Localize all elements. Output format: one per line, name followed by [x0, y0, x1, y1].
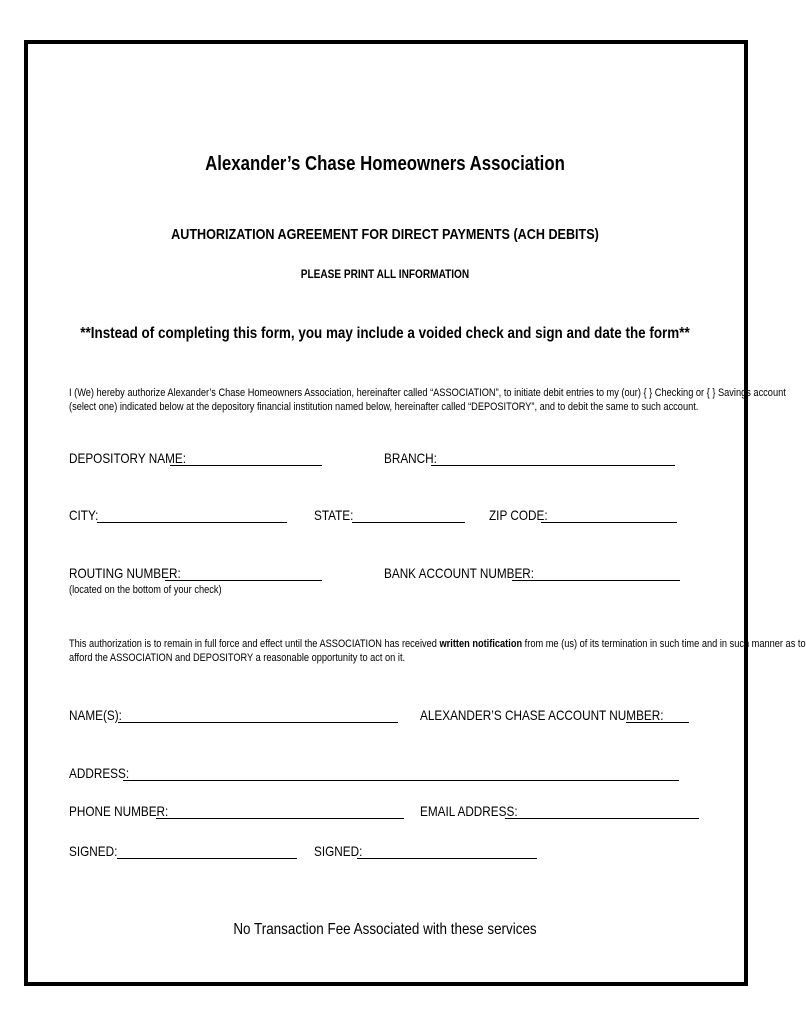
address-field[interactable] — [123, 780, 679, 781]
signed-label-1: SIGNED: — [69, 843, 118, 859]
state-field[interactable] — [352, 522, 465, 523]
form-border — [24, 40, 806, 986]
zip-code-field[interactable] — [541, 522, 677, 523]
print-instruction: PLEASE PRINT ALL INFORMATION — [300, 267, 470, 281]
termination-paragraph — [69, 637, 806, 665]
names-label: NAME(S): — [69, 707, 122, 723]
zip-code-label: ZIP CODE: — [489, 507, 548, 523]
email-address-field[interactable] — [505, 818, 699, 819]
chase-account-number-label: ALEXANDER’S CHASE ACCOUNT NUMBER: — [420, 707, 664, 723]
form-title: AUTHORIZATION AGREEMENT FOR DIRECT PAYMENTS (ACH DEBITS) — [171, 226, 599, 243]
footer-note-wrap — [0, 920, 770, 940]
branch-label: BRANCH: — [384, 450, 437, 466]
routing-number-label: ROUTING NUMBER: — [69, 565, 181, 581]
authorization-paragraph — [69, 386, 786, 414]
association-name: Alexander’s Chase Homeowners Association — [205, 153, 565, 175]
association-name-wrap — [0, 152, 770, 176]
city-label: CITY: — [69, 507, 99, 523]
names-field[interactable] — [118, 722, 398, 723]
phone-number-label: PHONE NUMBER: — [69, 803, 169, 819]
authorization-line-1: I (We) hereby authorize Alexander’s Chase Homeowners Association, hereinafter called “ASSOCIATION”, to initiate debit entries to my (our) { } Checking or { } Savings account — [69, 387, 786, 399]
voided-check-note-wrap — [0, 324, 770, 344]
chase-account-number-field[interactable] — [626, 722, 689, 723]
signed-label-2: SIGNED: — [314, 843, 363, 859]
depository-name-field[interactable] — [170, 465, 322, 466]
phone-number-field[interactable] — [156, 818, 404, 819]
bank-account-number-field[interactable] — [512, 580, 680, 581]
email-address-label: EMAIL ADDRESS: — [420, 803, 518, 819]
signature-field-1[interactable] — [117, 858, 297, 859]
termination-line-2: afford the ASSOCIATION and DEPOSITORY a reasonable opportunity to act on it. — [69, 652, 406, 664]
city-field[interactable] — [97, 522, 287, 523]
written-notification-emphasis: written notification — [439, 638, 523, 650]
print-instruction-wrap — [0, 267, 770, 282]
footer-note: No Transaction Fee Associated with these services — [233, 921, 537, 938]
voided-check-note: **Instead of completing this form, you may include a voided check and sign and date the form** — [80, 325, 690, 342]
bank-account-number-label: BANK ACCOUNT NUMBER: — [384, 565, 535, 581]
depository-name-label: DEPOSITORY NAME: — [69, 450, 186, 466]
branch-field[interactable] — [431, 465, 675, 466]
termination-line-1: This authorization is to remain in full force and effect until the ASSOCIATION has received written notification from me (us) of its termination in such time and in such manner as to — [69, 638, 806, 650]
address-label: ADDRESS: — [69, 765, 130, 781]
authorization-line-2: (select one) indicated below at the depository financial institution named below, hereinafter called “DEPOSITORY”, and to debit the same to such account. — [69, 401, 699, 413]
routing-number-field[interactable] — [165, 580, 322, 581]
form-title-wrap — [0, 226, 770, 244]
signature-field-2[interactable] — [357, 858, 537, 859]
routing-note: (located on the bottom of your check) — [69, 584, 222, 596]
state-label: STATE: — [314, 507, 354, 523]
